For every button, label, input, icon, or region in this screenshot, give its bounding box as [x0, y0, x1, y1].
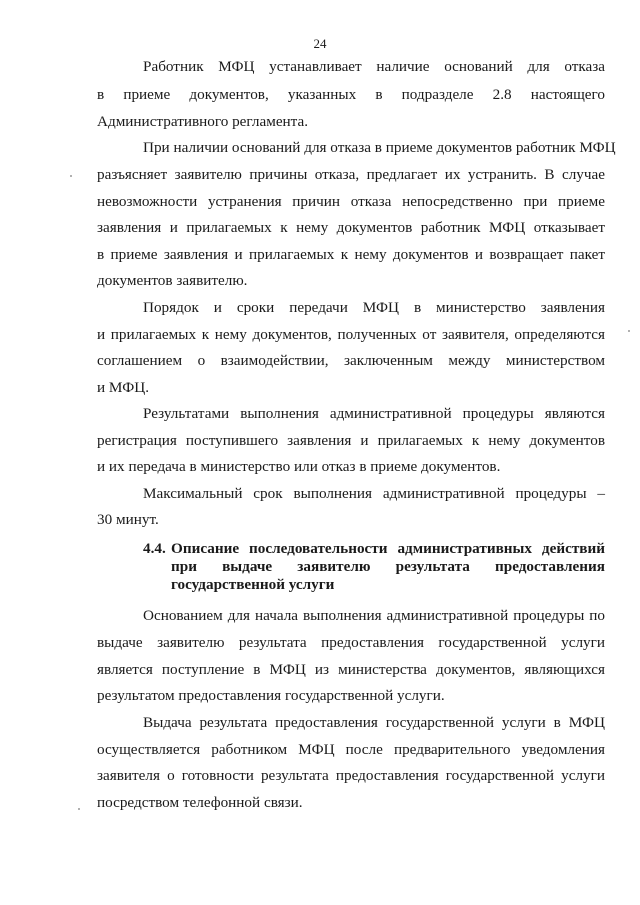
text-line: разъясняет заявителю причины отказа, предлагает их устранить. В случае [97, 166, 605, 183]
text-line: Порядок и сроки передачи МФЦ в министерство заявления [143, 299, 605, 316]
text-line: в приеме заявления и прилагаемых к нему документов и возвращает пакет [97, 246, 605, 263]
text-line: Основанием для начала выполнения административной процедуры по [143, 607, 605, 624]
text-line: Административного регламента. [97, 113, 309, 130]
text-line: посредством телефонной связи. [97, 794, 303, 811]
scan-speck [78, 808, 80, 810]
text-line: Выдача результата предоставления государственной услуги в МФЦ [143, 714, 605, 731]
section-heading-line: при выдаче заявителю результата предоставления [171, 558, 605, 575]
text-line: выдаче заявителю результата предоставления государственной услуги [97, 634, 605, 651]
section-heading-line: Описание последовательности административных действий [171, 540, 605, 557]
text-line: является поступление в МФЦ из министерства документов, являющихся [97, 661, 605, 678]
text-line: осуществляется работником МФЦ после предварительного уведомления [97, 741, 605, 758]
text-line: 30 минут. [97, 511, 159, 528]
text-line: заявления и прилагаемых к нему документов работник МФЦ отказывает [97, 219, 605, 236]
scan-speck [628, 330, 630, 332]
text-line: заявителя о готовности результата предоставления государственной услуги [97, 767, 605, 784]
section-number: 4.4. [143, 540, 166, 557]
text-line: При наличии оснований для отказа в приеме документов работник МФЦ [143, 139, 616, 156]
text-line: и их передача в министерство или отказ в приеме документов. [97, 458, 501, 475]
text-line: Работник МФЦ устанавливает наличие оснований для отказа [143, 58, 605, 75]
text-line: и прилагаемых к нему документов, полученных от заявителя, определяются [97, 326, 605, 343]
text-line: Максимальный срок выполнения административной процедуры – [143, 485, 605, 502]
text-line: в приеме документов, указанных в подразделе 2.8 настоящего [97, 86, 605, 103]
text-line: Результатами выполнения административной процедуры являются [143, 405, 605, 422]
section-heading-line: государственной услуги [171, 576, 335, 593]
scan-speck [70, 175, 72, 177]
text-line: невозможности устранения причин отказа непосредственно при приеме [97, 193, 605, 210]
text-line: результатом предоставления государственной услуги. [97, 687, 445, 704]
text-line: и МФЦ. [97, 379, 149, 396]
text-line: документов заявителю. [97, 272, 248, 289]
text-line: соглашением о взаимодействии, заключенным между министерством [97, 352, 605, 369]
page-number: 24 [313, 36, 327, 51]
text-line: регистрация поступившего заявления и прилагаемых к нему документов [97, 432, 605, 449]
